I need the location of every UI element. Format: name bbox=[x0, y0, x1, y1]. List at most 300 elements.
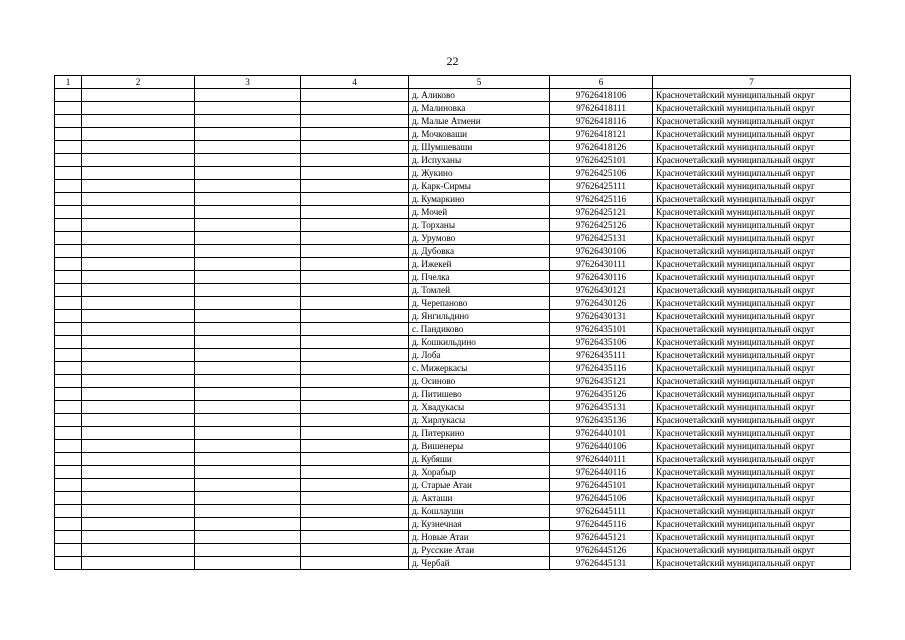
oktmo-code: 97626430106 bbox=[550, 245, 653, 258]
empty-cell bbox=[195, 401, 301, 414]
empty-cell bbox=[301, 414, 409, 427]
empty-cell bbox=[82, 336, 195, 349]
empty-cell bbox=[82, 102, 195, 115]
municipal-district: Красночетайский муниципальный округ bbox=[653, 466, 851, 479]
empty-cell bbox=[82, 544, 195, 557]
oktmo-code: 97626445101 bbox=[550, 479, 653, 492]
empty-cell bbox=[301, 336, 409, 349]
empty-cell bbox=[55, 271, 82, 284]
empty-cell bbox=[195, 375, 301, 388]
empty-cell bbox=[301, 323, 409, 336]
empty-cell bbox=[301, 284, 409, 297]
settlement-name: с. Мижеркасы bbox=[409, 362, 550, 375]
empty-cell bbox=[82, 141, 195, 154]
table-row bbox=[55, 193, 851, 206]
empty-cell bbox=[55, 427, 82, 440]
empty-cell bbox=[195, 167, 301, 180]
settlement-name: д. Хвадукасы bbox=[409, 401, 550, 414]
empty-cell bbox=[195, 427, 301, 440]
table-row bbox=[55, 141, 851, 154]
empty-cell bbox=[55, 505, 82, 518]
municipal-district: Красночетайский муниципальный округ bbox=[653, 388, 851, 401]
empty-cell bbox=[55, 453, 82, 466]
oktmo-code: 97626425106 bbox=[550, 167, 653, 180]
empty-cell bbox=[55, 362, 82, 375]
empty-cell bbox=[82, 271, 195, 284]
empty-cell bbox=[82, 323, 195, 336]
municipal-district: Красночетайский муниципальный округ bbox=[653, 414, 851, 427]
settlement-name: д. Старые Атаи bbox=[409, 479, 550, 492]
settlement-name: д. Дубовка bbox=[409, 245, 550, 258]
empty-cell bbox=[82, 557, 195, 570]
empty-cell bbox=[195, 271, 301, 284]
oktmo-code: 97626430121 bbox=[550, 284, 653, 297]
oktmo-code: 97626425116 bbox=[550, 193, 653, 206]
settlement-name: д. Жукино bbox=[409, 167, 550, 180]
oktmo-code: 97626425131 bbox=[550, 232, 653, 245]
municipal-district: Красночетайский муниципальный округ bbox=[653, 154, 851, 167]
empty-cell bbox=[55, 180, 82, 193]
empty-cell bbox=[301, 206, 409, 219]
empty-cell bbox=[301, 557, 409, 570]
municipal-district: Красночетайский муниципальный округ bbox=[653, 206, 851, 219]
empty-cell bbox=[55, 479, 82, 492]
column-header-7: 7 bbox=[653, 76, 851, 89]
settlement-name: д. Аликово bbox=[409, 89, 550, 102]
empty-cell bbox=[301, 232, 409, 245]
municipal-district: Красночетайский муниципальный округ bbox=[653, 427, 851, 440]
empty-cell bbox=[195, 479, 301, 492]
empty-cell bbox=[55, 245, 82, 258]
oktmo-code: 97626425126 bbox=[550, 219, 653, 232]
oktmo-code: 97626435121 bbox=[550, 375, 653, 388]
municipal-district: Красночетайский муниципальный округ bbox=[653, 102, 851, 115]
empty-cell bbox=[301, 479, 409, 492]
column-header-6: 6 bbox=[550, 76, 653, 89]
table-row bbox=[55, 349, 851, 362]
empty-cell bbox=[195, 180, 301, 193]
empty-cell bbox=[195, 518, 301, 531]
empty-cell bbox=[195, 284, 301, 297]
oktmo-code: 97626425121 bbox=[550, 206, 653, 219]
municipal-district: Красночетайский муниципальный округ bbox=[653, 297, 851, 310]
empty-cell bbox=[82, 154, 195, 167]
empty-cell bbox=[195, 297, 301, 310]
empty-cell bbox=[55, 414, 82, 427]
municipal-district: Красночетайский муниципальный округ bbox=[653, 128, 851, 141]
oktmo-code: 97626440106 bbox=[550, 440, 653, 453]
empty-cell bbox=[195, 336, 301, 349]
empty-cell bbox=[55, 232, 82, 245]
oktmo-code: 97626445116 bbox=[550, 518, 653, 531]
settlement-name: д. Малиновка bbox=[409, 102, 550, 115]
empty-cell bbox=[301, 362, 409, 375]
empty-cell bbox=[195, 141, 301, 154]
municipal-district: Красночетайский муниципальный округ bbox=[653, 193, 851, 206]
empty-cell bbox=[195, 492, 301, 505]
table-row bbox=[55, 466, 851, 479]
oktmo-code: 97626418116 bbox=[550, 115, 653, 128]
column-header-2: 2 bbox=[82, 76, 195, 89]
header-row bbox=[55, 76, 851, 89]
municipal-district: Красночетайский муниципальный округ bbox=[653, 362, 851, 375]
settlement-name: д. Мочей bbox=[409, 206, 550, 219]
column-header-5: 5 bbox=[409, 76, 550, 89]
table-row bbox=[55, 323, 851, 336]
settlement-name: д. Кошлауши bbox=[409, 505, 550, 518]
empty-cell bbox=[82, 466, 195, 479]
table-row bbox=[55, 505, 851, 518]
empty-cell bbox=[301, 89, 409, 102]
column-header-1: 1 bbox=[55, 76, 82, 89]
empty-cell bbox=[301, 466, 409, 479]
empty-cell bbox=[301, 102, 409, 115]
empty-cell bbox=[195, 102, 301, 115]
empty-cell bbox=[55, 531, 82, 544]
empty-cell bbox=[55, 102, 82, 115]
table-row bbox=[55, 297, 851, 310]
empty-cell bbox=[301, 544, 409, 557]
settlement-name: д. Пчелка bbox=[409, 271, 550, 284]
empty-cell bbox=[55, 336, 82, 349]
empty-cell bbox=[301, 258, 409, 271]
table-row bbox=[55, 284, 851, 297]
municipal-district: Красночетайский муниципальный округ bbox=[653, 219, 851, 232]
empty-cell bbox=[82, 219, 195, 232]
empty-cell bbox=[301, 401, 409, 414]
oktmo-code: 97626445121 bbox=[550, 531, 653, 544]
oktmo-code: 97626418111 bbox=[550, 102, 653, 115]
municipal-district: Красночетайский муниципальный округ bbox=[653, 453, 851, 466]
settlement-name: д. Акташи bbox=[409, 492, 550, 505]
oktmo-code: 97626435136 bbox=[550, 414, 653, 427]
empty-cell bbox=[301, 193, 409, 206]
table-row bbox=[55, 440, 851, 453]
municipal-district: Красночетайский муниципальный округ bbox=[653, 518, 851, 531]
empty-cell bbox=[82, 193, 195, 206]
empty-cell bbox=[195, 245, 301, 258]
empty-cell bbox=[301, 427, 409, 440]
oktmo-code: 97626425101 bbox=[550, 154, 653, 167]
municipal-district: Красночетайский муниципальный округ bbox=[653, 323, 851, 336]
table-row bbox=[55, 128, 851, 141]
municipal-district: Красночетайский муниципальный округ bbox=[653, 271, 851, 284]
oktmo-code: 97626430131 bbox=[550, 310, 653, 323]
municipal-district: Красночетайский муниципальный округ bbox=[653, 440, 851, 453]
empty-cell bbox=[55, 323, 82, 336]
oktmo-code: 97626435101 bbox=[550, 323, 653, 336]
empty-cell bbox=[301, 154, 409, 167]
municipal-district: Красночетайский муниципальный округ bbox=[653, 531, 851, 544]
empty-cell bbox=[55, 297, 82, 310]
empty-cell bbox=[82, 492, 195, 505]
empty-cell bbox=[82, 206, 195, 219]
table-row bbox=[55, 492, 851, 505]
empty-cell bbox=[195, 440, 301, 453]
settlement-name: д. Хорабыр bbox=[409, 466, 550, 479]
empty-cell bbox=[301, 271, 409, 284]
municipal-district: Красночетайский муниципальный округ bbox=[653, 115, 851, 128]
empty-cell bbox=[55, 557, 82, 570]
empty-cell bbox=[301, 453, 409, 466]
empty-cell bbox=[195, 115, 301, 128]
empty-cell bbox=[55, 206, 82, 219]
empty-cell bbox=[82, 232, 195, 245]
table-row bbox=[55, 180, 851, 193]
empty-cell bbox=[195, 505, 301, 518]
empty-cell bbox=[82, 180, 195, 193]
oktmo-code: 97626430111 bbox=[550, 258, 653, 271]
municipal-district: Красночетайский муниципальный округ bbox=[653, 557, 851, 570]
settlement-name: д. Испуханы bbox=[409, 154, 550, 167]
empty-cell bbox=[55, 492, 82, 505]
empty-cell bbox=[301, 492, 409, 505]
oktmo-code: 97626435126 bbox=[550, 388, 653, 401]
settlement-name: д. Томлей bbox=[409, 284, 550, 297]
empty-cell bbox=[82, 518, 195, 531]
oktmo-code: 97626425111 bbox=[550, 180, 653, 193]
table-row bbox=[55, 427, 851, 440]
empty-cell bbox=[82, 531, 195, 544]
settlement-name: д. Шумшеваши bbox=[409, 141, 550, 154]
oktmo-code: 97626435131 bbox=[550, 401, 653, 414]
empty-cell bbox=[301, 245, 409, 258]
empty-cell bbox=[301, 167, 409, 180]
empty-cell bbox=[195, 557, 301, 570]
table-row bbox=[55, 375, 851, 388]
table-row bbox=[55, 310, 851, 323]
oktmo-code: 97626440111 bbox=[550, 453, 653, 466]
settlement-name: д. Малые Атмени bbox=[409, 115, 550, 128]
empty-cell bbox=[301, 219, 409, 232]
empty-cell bbox=[195, 349, 301, 362]
settlement-name: д. Черепаново bbox=[409, 297, 550, 310]
oktmo-code: 97626418126 bbox=[550, 141, 653, 154]
table-row bbox=[55, 557, 851, 570]
empty-cell bbox=[195, 414, 301, 427]
settlement-name: д. Янгильдино bbox=[409, 310, 550, 323]
empty-cell bbox=[301, 531, 409, 544]
municipal-district: Красночетайский муниципальный округ bbox=[653, 336, 851, 349]
empty-cell bbox=[82, 479, 195, 492]
municipal-district: Красночетайский муниципальный округ bbox=[653, 492, 851, 505]
empty-cell bbox=[55, 167, 82, 180]
column-header-4: 4 bbox=[301, 76, 409, 89]
settlement-name: д. Кубяши bbox=[409, 453, 550, 466]
settlement-name: д. Новые Атаи bbox=[409, 531, 550, 544]
column-header-3: 3 bbox=[195, 76, 301, 89]
empty-cell bbox=[301, 141, 409, 154]
oktmo-code: 97626435106 bbox=[550, 336, 653, 349]
empty-cell bbox=[55, 193, 82, 206]
oktmo-code: 97626430116 bbox=[550, 271, 653, 284]
oktmo-code: 97626418121 bbox=[550, 128, 653, 141]
oktmo-code: 97626418106 bbox=[550, 89, 653, 102]
table-row bbox=[55, 258, 851, 271]
empty-cell bbox=[55, 141, 82, 154]
settlement-name: д. Вишенеры bbox=[409, 440, 550, 453]
table-row bbox=[55, 362, 851, 375]
table-row bbox=[55, 271, 851, 284]
empty-cell bbox=[55, 258, 82, 271]
empty-cell bbox=[82, 453, 195, 466]
municipal-district: Красночетайский муниципальный округ bbox=[653, 141, 851, 154]
empty-cell bbox=[195, 154, 301, 167]
table-row bbox=[55, 232, 851, 245]
table-row bbox=[55, 479, 851, 492]
oktmo-code: 97626435116 bbox=[550, 362, 653, 375]
empty-cell bbox=[82, 89, 195, 102]
municipal-district: Красночетайский муниципальный округ bbox=[653, 375, 851, 388]
empty-cell bbox=[195, 232, 301, 245]
settlement-name: д. Урумово bbox=[409, 232, 550, 245]
municipal-district: Красночетайский муниципальный округ bbox=[653, 310, 851, 323]
municipal-district: Красночетайский муниципальный округ bbox=[653, 479, 851, 492]
municipal-district: Красночетайский муниципальный округ bbox=[653, 284, 851, 297]
municipal-district: Красночетайский муниципальный округ bbox=[653, 232, 851, 245]
empty-cell bbox=[195, 453, 301, 466]
municipal-district: Красночетайский муниципальный округ bbox=[653, 505, 851, 518]
empty-cell bbox=[195, 544, 301, 557]
oktmo-code: 97626440116 bbox=[550, 466, 653, 479]
table-row bbox=[55, 154, 851, 167]
table-row bbox=[55, 102, 851, 115]
empty-cell bbox=[55, 219, 82, 232]
table-row bbox=[55, 453, 851, 466]
empty-cell bbox=[195, 128, 301, 141]
page-number: 22 bbox=[446, 54, 459, 68]
empty-cell bbox=[195, 258, 301, 271]
empty-cell bbox=[82, 167, 195, 180]
municipal-district: Красночетайский муниципальный округ bbox=[653, 544, 851, 557]
settlement-name: д. Лоба bbox=[409, 349, 550, 362]
table-row bbox=[55, 544, 851, 557]
empty-cell bbox=[55, 544, 82, 557]
empty-cell bbox=[82, 440, 195, 453]
table-body bbox=[55, 89, 851, 570]
table-row bbox=[55, 89, 851, 102]
table-row bbox=[55, 167, 851, 180]
empty-cell bbox=[55, 349, 82, 362]
empty-cell bbox=[195, 219, 301, 232]
empty-cell bbox=[82, 245, 195, 258]
empty-cell bbox=[301, 349, 409, 362]
empty-cell bbox=[195, 310, 301, 323]
empty-cell bbox=[82, 128, 195, 141]
municipal-district: Красночетайский муниципальный округ bbox=[653, 349, 851, 362]
empty-cell bbox=[195, 531, 301, 544]
oktmo-code: 97626440101 bbox=[550, 427, 653, 440]
settlement-name: д. Хирлукасы bbox=[409, 414, 550, 427]
empty-cell bbox=[55, 89, 82, 102]
empty-cell bbox=[195, 466, 301, 479]
empty-cell bbox=[301, 375, 409, 388]
empty-cell bbox=[82, 258, 195, 271]
table-row bbox=[55, 388, 851, 401]
empty-cell bbox=[55, 466, 82, 479]
empty-cell bbox=[55, 128, 82, 141]
empty-cell bbox=[301, 297, 409, 310]
table-row bbox=[55, 206, 851, 219]
oktmo-code: 97626430126 bbox=[550, 297, 653, 310]
empty-cell bbox=[301, 180, 409, 193]
empty-cell bbox=[82, 310, 195, 323]
empty-cell bbox=[82, 349, 195, 362]
table-row bbox=[55, 219, 851, 232]
empty-cell bbox=[82, 362, 195, 375]
empty-cell bbox=[82, 115, 195, 128]
settlement-name: с. Пандиково bbox=[409, 323, 550, 336]
empty-cell bbox=[301, 115, 409, 128]
settlement-name: д. Ижекей bbox=[409, 258, 550, 271]
empty-cell bbox=[82, 401, 195, 414]
empty-cell bbox=[195, 206, 301, 219]
empty-cell bbox=[55, 375, 82, 388]
empty-cell bbox=[301, 128, 409, 141]
empty-cell bbox=[301, 518, 409, 531]
settlement-name: д. Торханы bbox=[409, 219, 550, 232]
empty-cell bbox=[195, 362, 301, 375]
empty-cell bbox=[301, 440, 409, 453]
empty-cell bbox=[82, 284, 195, 297]
settlement-name: д. Осиново bbox=[409, 375, 550, 388]
settlement-name: д. Питеркино bbox=[409, 427, 550, 440]
municipal-district: Красночетайский муниципальный округ bbox=[653, 245, 851, 258]
table-row bbox=[55, 414, 851, 427]
empty-cell bbox=[82, 375, 195, 388]
empty-cell bbox=[82, 414, 195, 427]
settlement-name: д. Кумаркино bbox=[409, 193, 550, 206]
oktmo-code: 97626445111 bbox=[550, 505, 653, 518]
table-row bbox=[55, 518, 851, 531]
table-row bbox=[55, 245, 851, 258]
empty-cell bbox=[82, 297, 195, 310]
settlement-name: д. Питишево bbox=[409, 388, 550, 401]
empty-cell bbox=[82, 427, 195, 440]
empty-cell bbox=[195, 323, 301, 336]
empty-cell bbox=[55, 115, 82, 128]
oktmo-code: 97626445126 bbox=[550, 544, 653, 557]
empty-cell bbox=[55, 518, 82, 531]
municipal-district: Красночетайский муниципальный округ bbox=[653, 180, 851, 193]
empty-cell bbox=[301, 505, 409, 518]
settlement-name: д. Мочковаши bbox=[409, 128, 550, 141]
empty-cell bbox=[195, 89, 301, 102]
empty-cell bbox=[55, 154, 82, 167]
empty-cell bbox=[55, 310, 82, 323]
table-row bbox=[55, 115, 851, 128]
table-row bbox=[55, 531, 851, 544]
oktmo-code: 97626435111 bbox=[550, 349, 653, 362]
settlement-name: д. Кузнечная bbox=[409, 518, 550, 531]
oktmo-code: 97626445131 bbox=[550, 557, 653, 570]
municipal-district: Красночетайский муниципальный округ bbox=[653, 401, 851, 414]
empty-cell bbox=[55, 388, 82, 401]
empty-cell bbox=[55, 284, 82, 297]
settlement-name: д. Кошкильдино bbox=[409, 336, 550, 349]
empty-cell bbox=[55, 401, 82, 414]
empty-cell bbox=[195, 193, 301, 206]
empty-cell bbox=[301, 388, 409, 401]
table-row bbox=[55, 336, 851, 349]
table-row bbox=[55, 401, 851, 414]
municipal-district: Красночетайский муниципальный округ bbox=[653, 258, 851, 271]
settlements-table bbox=[54, 75, 851, 570]
settlement-name: д. Чербай bbox=[409, 557, 550, 570]
oktmo-code: 97626445106 bbox=[550, 492, 653, 505]
empty-cell bbox=[55, 440, 82, 453]
empty-cell bbox=[301, 310, 409, 323]
